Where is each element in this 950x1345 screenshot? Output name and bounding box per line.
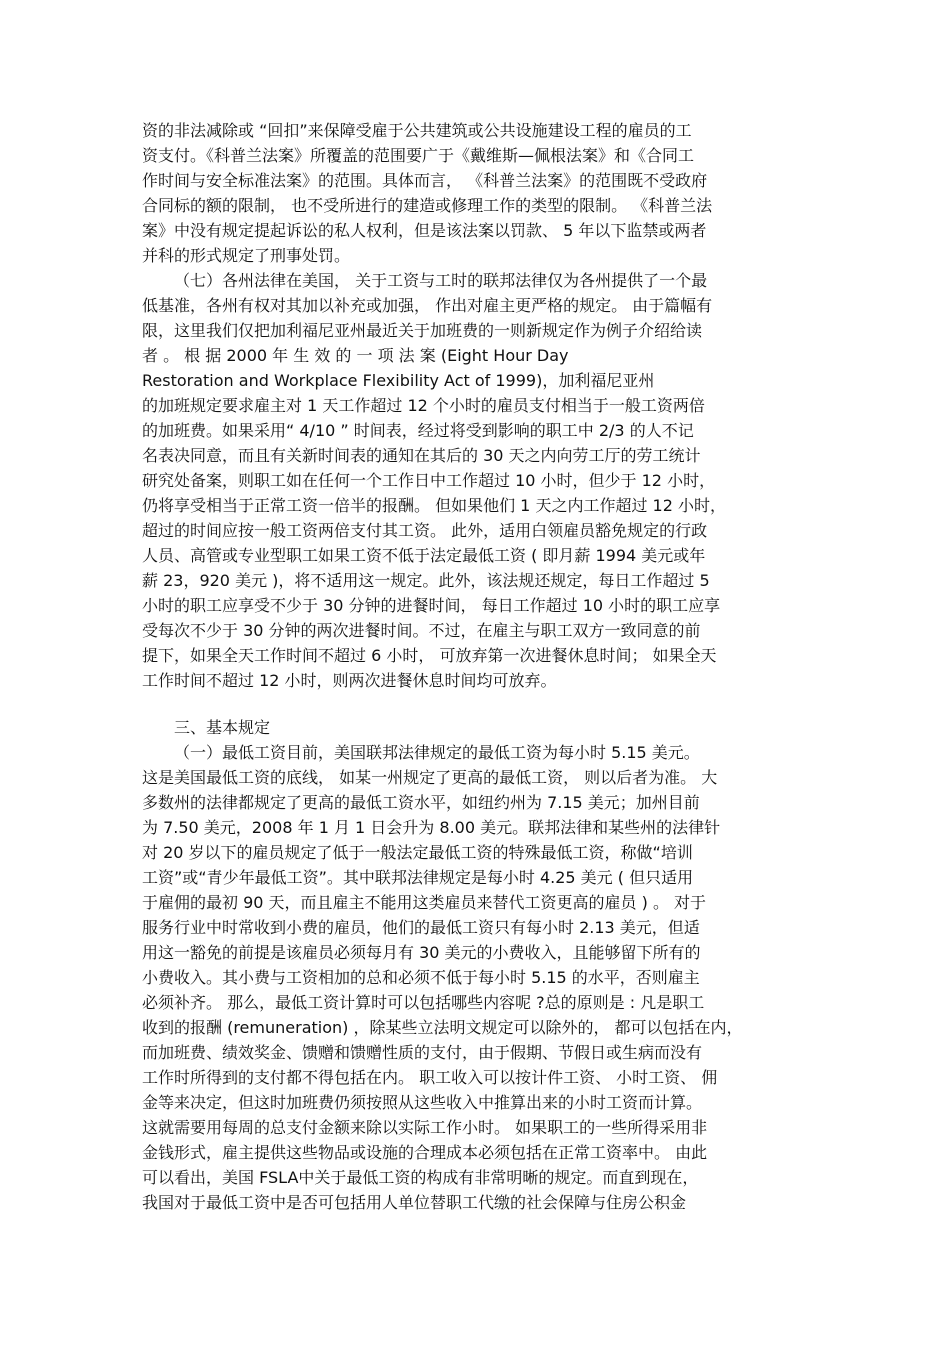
text-line: 限，这里我们仅把加利福尼亚州最近关于加班费的一则新规定作为例子介绍给读 [142, 321, 703, 340]
text-line: 为 7.50 美元，2008 年 1 月 1 日会升为 8.00 美元。联邦法律和某些州的法律针 [142, 818, 721, 837]
text-line: 研究处备案，则职工如在任何一个工作日中工作超过 10 小时，但少于 12 小时， [142, 471, 716, 490]
text-line: 超过的时间应按一般工资两倍支付其工资。 此外，适用白领雇员豁免规定的行政 [142, 521, 708, 540]
text-line: 名表决同意，而且有关新时间表的通知在其后的 30 天之内向劳工厅的劳工统计 [142, 446, 701, 465]
text-line: 受每次不少于 30 分钟的两次进餐时间。不过，在雇主与职工双方一致同意的前 [142, 621, 701, 640]
text-line: （一）最低工资目前，美国联邦法律规定的最低工资为每小时 5.15 美元。 [174, 743, 700, 762]
text-line: 我国对于最低工资中是否可包括用人单位替职工代缴的社会保障与住房公积金 [142, 1193, 687, 1212]
text-line: 资支付。《科普兰法案》所覆盖的范围要广于《戴维斯—佩根法案》和《合同工 [142, 146, 695, 165]
text-line: 对 20 岁以下的雇员规定了低于一般法定最低工资的特殊最低工资，称做“培训 [142, 843, 693, 862]
text-line: 仍将享受相当于正常工资一倍半的报酬。 但如果他们 1 天之内工作超过 12 小时， [142, 496, 726, 515]
text-line: 收到的报酬 (remuneration) ，除某些立法明文规定可以除外的， 都可以包括在内， [142, 1018, 743, 1037]
text-line: 人员、高管或专业型职工如果工资不低于法定最低工资 ( 即月薪 1994 美元或年 [142, 546, 706, 565]
text-line: 必须补齐。 那么，最低工资计算时可以包括哪些内容呢 ?总的原则是 : 凡是职工 [142, 993, 705, 1012]
text-line: Restoration and Workplace Flexibility Act of 1999)，加利福尼亚州 [142, 371, 655, 390]
text-line: 可以看出，美国 FSLA中关于最低工资的构成有非常明晰的规定。而直到现在， [142, 1168, 699, 1187]
text-line: 于雇佣的最初 90 天，而且雇主不能用这类雇员来替代工资更高的雇员 ) 。 对于 [142, 893, 707, 912]
text-line: 用这一豁免的前提是该雇员必须每月有 30 美元的小费收入，且能够留下所有的 [142, 943, 701, 962]
text-line: 作时间与安全标准法案》的范围。具体而言， 《科普兰法案》的范围既不受政府 [142, 171, 708, 190]
text-line: 薪 23，920 美元 )，将不适用这一规定。此外，该法规还规定，每日工作超过 5 [142, 571, 710, 590]
section-heading: 三、基本规定 [174, 718, 271, 737]
text-line: 这是美国最低工资的底线， 如某一州规定了更高的最低工资， 则以后者为准。 大 [142, 768, 718, 787]
text-line: 并科的形式规定了刑事处罚。 [142, 246, 351, 265]
text-line: 工资”或“青少年最低工资”。其中联邦法律规定是每小时 4.25 美元 ( 但只适用 [142, 868, 694, 887]
text-line: 者 。 根 据 2000 年 生 效 的 一 项 法 案 (Eight Hour Day [142, 346, 569, 365]
text-line: 资的非法减除或 “回扣”来保障受雇于公共建筑或公共设施建设工程的雇员的工 [142, 121, 692, 140]
text-line: 金钱形式，雇主提供这些物品或设施的合理成本必须包括在正常工资率中。 由此 [142, 1143, 708, 1162]
text-line: 小费收入。其小费与工资相加的总和必须不低于每小时 5.15 的水平，否则雇主 [142, 968, 700, 987]
text-line: 工作时所得到的支付都不得包括在内。 职工收入可以按计件工资、 小时工资、 佣 [142, 1068, 718, 1087]
text-line: 金等来决定，但这时加班费仍须按照从这些收入中推算出来的小时工资而计算。 [142, 1093, 703, 1112]
text-line: 的加班费。如果采用“ 4/10 ” 时间表，经过将受到影响的职工中 2/3 的人不记 [142, 421, 694, 440]
text-line: 小时的职工应享受不少于 30 分钟的进餐时间， 每日工作超过 10 小时的职工应享 [142, 596, 721, 615]
text-line: 多数州的法律都规定了更高的最低工资水平，如纽约州为 7.15 美元；加州目前 [142, 793, 700, 812]
text-line: 服务行业中时常收到小费的雇员，他们的最低工资只有每小时 2.13 美元，但适 [142, 918, 700, 937]
text-line: 的加班规定要求雇主对 1 天工作超过 12 个小时的雇员支付相当于一般工资两倍 [142, 396, 705, 415]
text-line: 合同标的额的限制， 也不受所进行的建造或修理工作的类型的限制。 《科普兰法 [142, 196, 713, 215]
text-line: 低基准，各州有权对其加以补充或加强， 作出对雇主更严格的规定。 由于篇幅有 [142, 296, 713, 315]
text-line: 工作时间不超过 12 小时，则两次进餐休息时间均可放弃。 [142, 671, 557, 690]
text-line: （七）各州法律在美国， 关于工资与工时的联邦法律仅为各州提供了一个最 [174, 271, 708, 290]
text-line: 而加班费、绩效奖金、馈赠和馈赠性质的支付，由于假期、节假日或生病而没有 [142, 1043, 703, 1062]
text-line: 这就需要用每周的总支付金额来除以实际工作小时。 如果职工的一些所得采用非 [142, 1118, 708, 1137]
text-line: 提下，如果全天工作时间不超过 6 小时， 可放弃第一次进餐休息时间； 如果全天 [142, 646, 717, 665]
text-line: 案》中没有规定提起诉讼的私人权利，但是该法案以罚款、 5 年以下监禁或两者 [142, 221, 707, 240]
